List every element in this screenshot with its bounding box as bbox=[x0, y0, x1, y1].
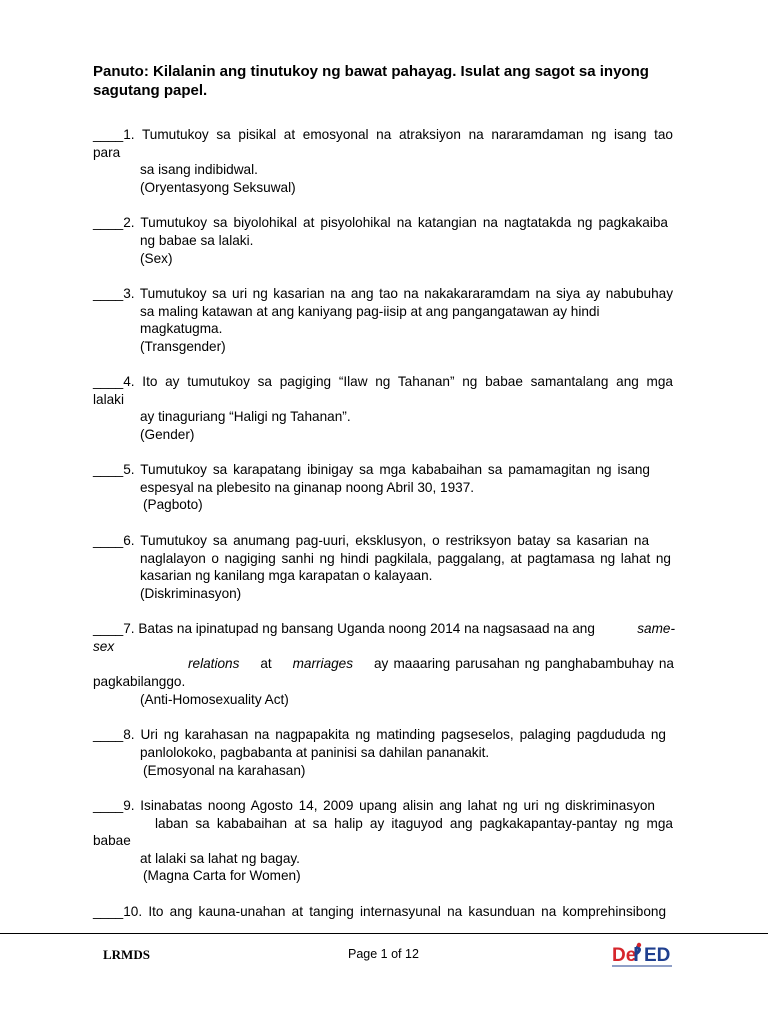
item-1-line-1: ____1. Tumutukoy sa pisikal at emosyonal na atraksiyon na nararamdaman ng isang tao bbox=[93, 127, 673, 142]
item-9-line-1: ____9. Isinabatas noong Agosto 14, 2009 upang alisin ang lahat ng uri ng diskriminasyon bbox=[93, 798, 655, 813]
item-7-line-3: pagkabilanggo. bbox=[93, 674, 186, 689]
item-9-answer: (Magna Carta for Women) bbox=[143, 868, 301, 883]
item-7-line-2-marriages: marriages bbox=[292, 656, 354, 671]
item-1-line-2: sa isang indibidwal. bbox=[140, 162, 258, 177]
item-6-line-1: ____6. Tumutukoy sa anumang pag-uuri, eksklusyon, o restriksyon batay sa kasarian na bbox=[93, 533, 649, 548]
item-10-line-1: ____10. Ito ang kauna-unahan at tanging internasyunal na kasunduan na komprehinsibong bbox=[93, 904, 666, 919]
item-1-line-1-wrap: para bbox=[93, 145, 121, 160]
item-6-line-2: naglalayon o nagiging sanhi ng hindi pagkilala, paggalang, at pagtamasa ng lahat ng bbox=[140, 551, 671, 566]
item-4-line-1-wrap: lalaki bbox=[93, 392, 124, 407]
deped-logo-icon bbox=[612, 941, 674, 971]
item-9-line-3: at lalaki sa lahat ng bagay. bbox=[140, 851, 300, 866]
item-5-answer: (Pagboto) bbox=[143, 497, 203, 512]
item-2-line-2: ng babae sa lalaki. bbox=[140, 233, 254, 248]
item-4-answer: (Gender) bbox=[140, 427, 195, 442]
item-7-line-1-wrap-italic: sex bbox=[93, 639, 115, 654]
item-7-line-2-rest: ay maaaring parusahan ng panghabambuhay na bbox=[373, 656, 674, 671]
svg-text:De: De bbox=[612, 945, 637, 966]
item-7-line-1-italic: same- bbox=[637, 621, 675, 636]
deped-logo bbox=[612, 941, 674, 976]
item-8-line-2: panlolokoko, pagbabanta at paninisi sa dahilan pananakit. bbox=[140, 745, 490, 760]
item-7-line-2-at: at bbox=[260, 656, 272, 671]
item-7-line-1: ____7. Batas na ipinatupad ng bansang Uganda noong 2014 na nagsasaad na ang bbox=[93, 621, 595, 636]
item-8-line-1: ____8. Uri ng karahasan na nagpapakita ng matinding pagseselos, palaging pagdududa ng bbox=[93, 727, 666, 742]
item-1-answer: (Oryentasyong Seksuwal) bbox=[140, 180, 296, 195]
svg-text:ED: ED bbox=[644, 945, 671, 966]
item-7-line-1-row bbox=[93, 621, 675, 637]
item-3-answer: (Transgender) bbox=[140, 339, 226, 354]
item-5-line-2: espesyal na plebesito na ginanap noong Abril 30, 1937. bbox=[140, 480, 475, 495]
item-3-line-1: ____3. Tumutukoy sa uri ng kasarian na ang tao na nakakararamdam na siya ay nabubuhay bbox=[93, 286, 673, 301]
item-7-line-1-wrap bbox=[93, 639, 114, 655]
item-9-line-2: laban sa kababaihan at sa halip ay itaguyod ang pagkakapantay-pantay ng mga bbox=[155, 816, 673, 831]
item-7-answer: (Anti-Homosexuality Act) bbox=[140, 692, 289, 707]
instruction: Panuto: Kilalanin ang tinutukoy ng bawat pahayag. Isulat ang sagot sa inyong sagutang papel. bbox=[93, 63, 649, 99]
item-3-line-2: sa maling katawan at ang kaniyang pag-iisip at ang pangangatawan ay hindi bbox=[140, 304, 600, 319]
page-number: Page 1 of 12 bbox=[348, 947, 419, 961]
item-4-line-1: ____4. Ito ay tumutukoy sa pagiging “Ilaw ng Tahanan” ng babae samantalang ang mga bbox=[93, 374, 673, 389]
footer-lrmds: LRMDS bbox=[103, 947, 150, 962]
item-5-line-1: ____5. Tumutukoy sa karapatang ibinigay sa mga kababaihan sa pamamagitan ng isang bbox=[93, 462, 650, 477]
item-7-line-2-row bbox=[188, 656, 674, 672]
item-6-line-3: kasarian ng kanilang mga karapatan o kalayaan. bbox=[140, 568, 433, 583]
item-7-line-2-relations: relations bbox=[188, 656, 240, 671]
item-9-line-2-wrap: babae bbox=[93, 833, 131, 848]
item-6-answer: (Diskriminasyon) bbox=[140, 586, 242, 601]
item-3-line-3: magkatugma. bbox=[140, 321, 223, 336]
item-2-line-1: ____2. Tumutukoy sa biyolohikal at pisyolohikal na katangian na nagtatakda ng pagkakaiba bbox=[93, 215, 668, 230]
item-2-answer: (Sex) bbox=[140, 251, 173, 266]
item-4-line-2: ay tinaguriang “Haligi ng Tahanan”. bbox=[140, 409, 351, 424]
footer-divider bbox=[0, 933, 768, 934]
item-8-answer: (Emosyonal na karahasan) bbox=[143, 763, 306, 778]
